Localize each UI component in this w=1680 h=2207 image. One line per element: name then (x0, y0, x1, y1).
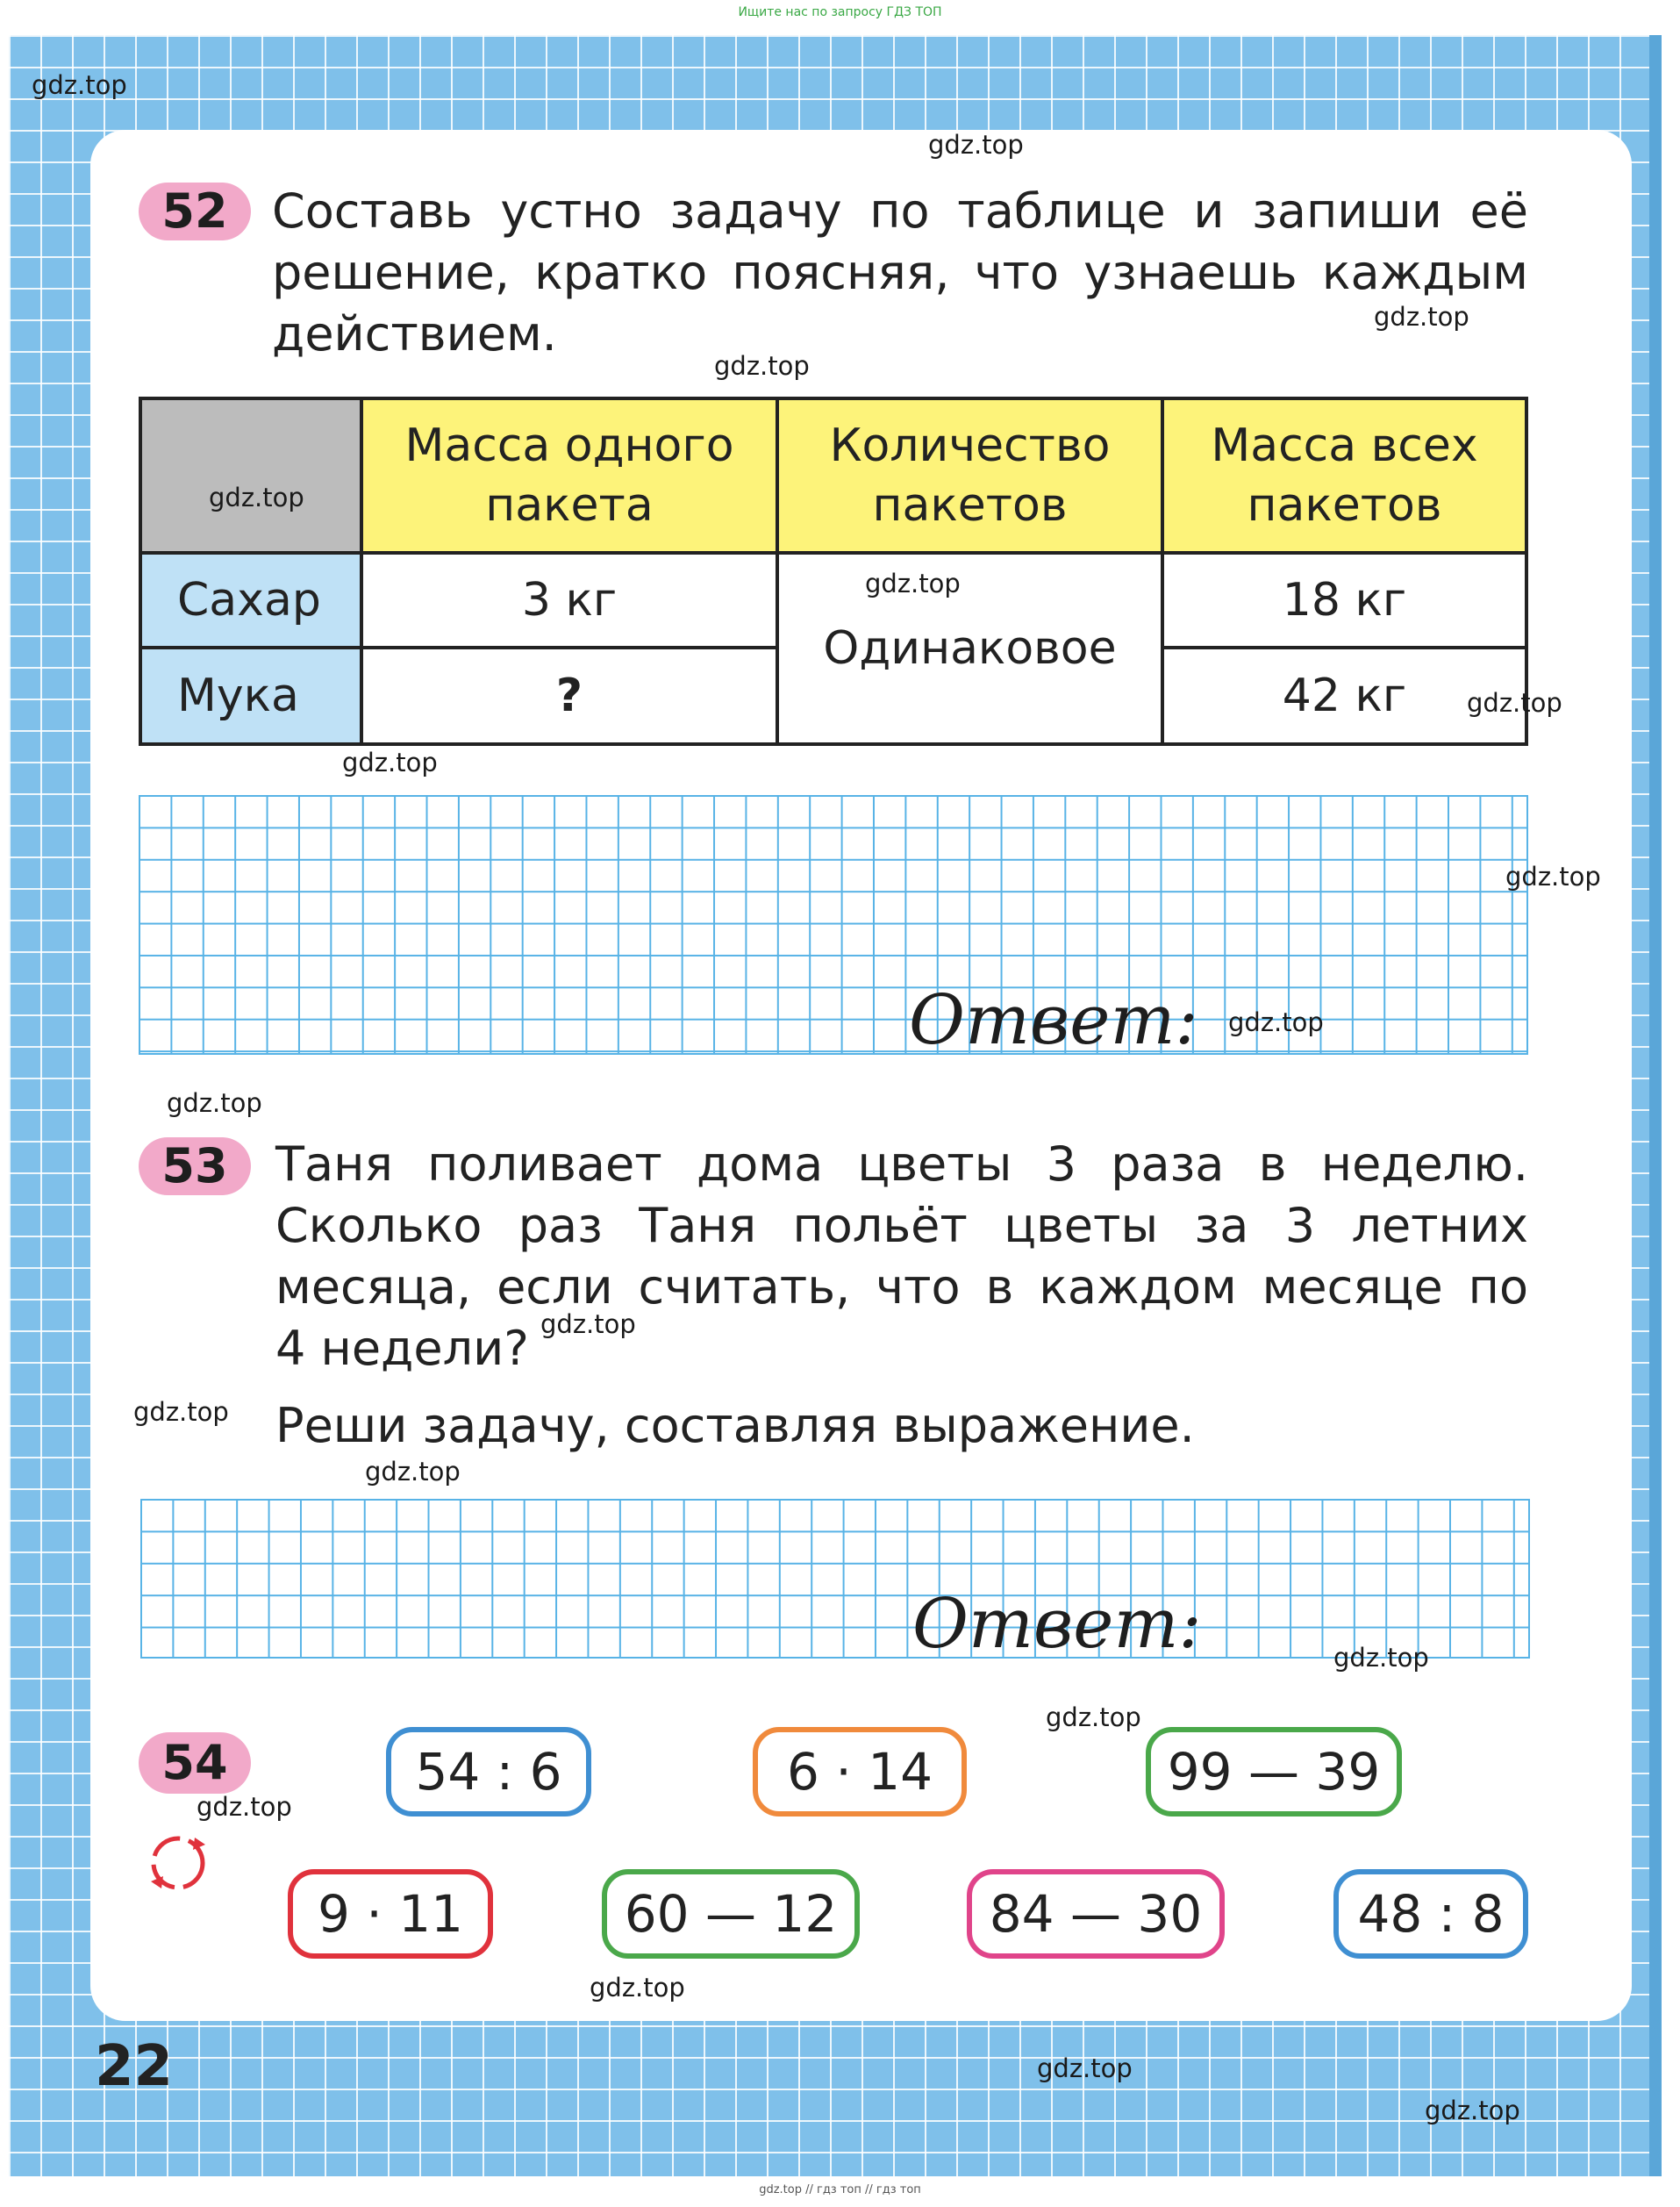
header-mass-one (361, 398, 777, 553)
watermark: gdz.top (1425, 2096, 1520, 2125)
task-53-text (275, 1134, 1528, 1379)
cycle-arrows-icon (140, 1825, 216, 1901)
task-53-line-4: 4 недели? (275, 1321, 529, 1376)
header-mass-all (1162, 398, 1526, 553)
watermark: gdz.top (197, 1792, 292, 1822)
watermark: gdz.top (1505, 862, 1601, 892)
watermark: gdz.top (209, 483, 304, 512)
header-count (777, 398, 1162, 553)
task-52-number: 52 (139, 183, 251, 240)
header-mass-one-line-2: пакета (485, 479, 654, 532)
watermark: gdz.top (540, 1309, 636, 1339)
header-count-line-1: Количество (829, 419, 1111, 472)
task-52-line-2: решение, кратко поясняя, что узнаешь каждым (272, 245, 1528, 300)
expression-card[interactable]: 60 — 12 (602, 1869, 860, 1959)
expression-card[interactable]: 9 · 11 (288, 1869, 493, 1959)
watermark: gdz.top (32, 70, 127, 100)
expression-card[interactable]: 6 · 14 (753, 1727, 967, 1816)
row-sugar-mass-all: 18 кг (1162, 553, 1526, 648)
task-52-line-1: Составь устно задачу по таблице и запиши её (272, 183, 1528, 239)
expression-card[interactable]: 99 — 39 (1146, 1727, 1402, 1816)
search-hint[interactable]: Ищите нас по запросу ГДЗ ТОП (738, 5, 942, 19)
task-53-line-3: месяца, если считать, что в каждом месяце по (275, 1259, 1528, 1315)
watermark: gdz.top (590, 1973, 685, 2003)
task-53-number: 53 (139, 1137, 251, 1195)
expression-card[interactable]: 54 : 6 (386, 1727, 591, 1816)
row-sugar-name: Сахар (140, 553, 361, 648)
expression-card[interactable]: 48 : 8 (1333, 1869, 1528, 1959)
watermark: gdz.top (1467, 688, 1562, 718)
watermark: gdz.top (167, 1088, 262, 1118)
header-count-line-2: пакетов (872, 479, 1068, 532)
watermark: gdz.top (133, 1397, 229, 1427)
watermark: gdz.top (1374, 302, 1469, 332)
expression-card[interactable]: 84 — 30 (967, 1869, 1225, 1959)
watermark: gdz.top (365, 1457, 461, 1487)
task-52-answer-label: Ответ: (909, 981, 1198, 1060)
header-mass-all-line-2: пакетов (1247, 479, 1442, 532)
table-corner-cell (140, 398, 361, 553)
row-flour-name: Мука (140, 648, 361, 744)
row-flour-mass-all: 42 кг (1162, 648, 1526, 744)
watermark: gdz.top (1037, 2053, 1133, 2083)
watermark: gdz.top (1228, 1007, 1324, 1037)
watermark: gdz.top (865, 569, 961, 598)
task-53-instruction: Реши задачу, составляя выражение. (275, 1398, 1195, 1453)
task-53-line-1: Таня поливает дома цветы 3 раза в неделю. (275, 1136, 1528, 1192)
watermark: gdz.top (928, 130, 1024, 160)
header-mass-all-line-1: Масса всех (1211, 419, 1478, 472)
header-mass-one-line-1: Масса одного (404, 419, 734, 472)
task-53-answer-grid[interactable] (140, 1499, 1530, 1659)
row-sugar-mass-one: 3 кг (361, 553, 777, 648)
task-52-text (272, 181, 1528, 365)
watermark: gdz.top (1046, 1702, 1141, 1732)
row-flour-mass-one: ? (361, 648, 777, 744)
page-number: 22 (95, 2034, 174, 2099)
count-shared-cell: Одинаковое (777, 553, 1162, 744)
watermark: gdz.top (714, 351, 810, 381)
task-52-table (139, 397, 1528, 746)
task-53-answer-label: Ответ: (912, 1585, 1202, 1664)
task-54-number: 54 (139, 1732, 251, 1794)
watermark: gdz.top (1333, 1643, 1429, 1673)
footer-links[interactable]: gdz.top // гдз топ // гдз топ (759, 2183, 921, 2196)
watermark: gdz.top (342, 748, 438, 777)
task-53-line-2: Сколько раз Таня польёт цветы за 3 летних (275, 1198, 1528, 1253)
task-52-line-3: действием. (272, 306, 557, 362)
